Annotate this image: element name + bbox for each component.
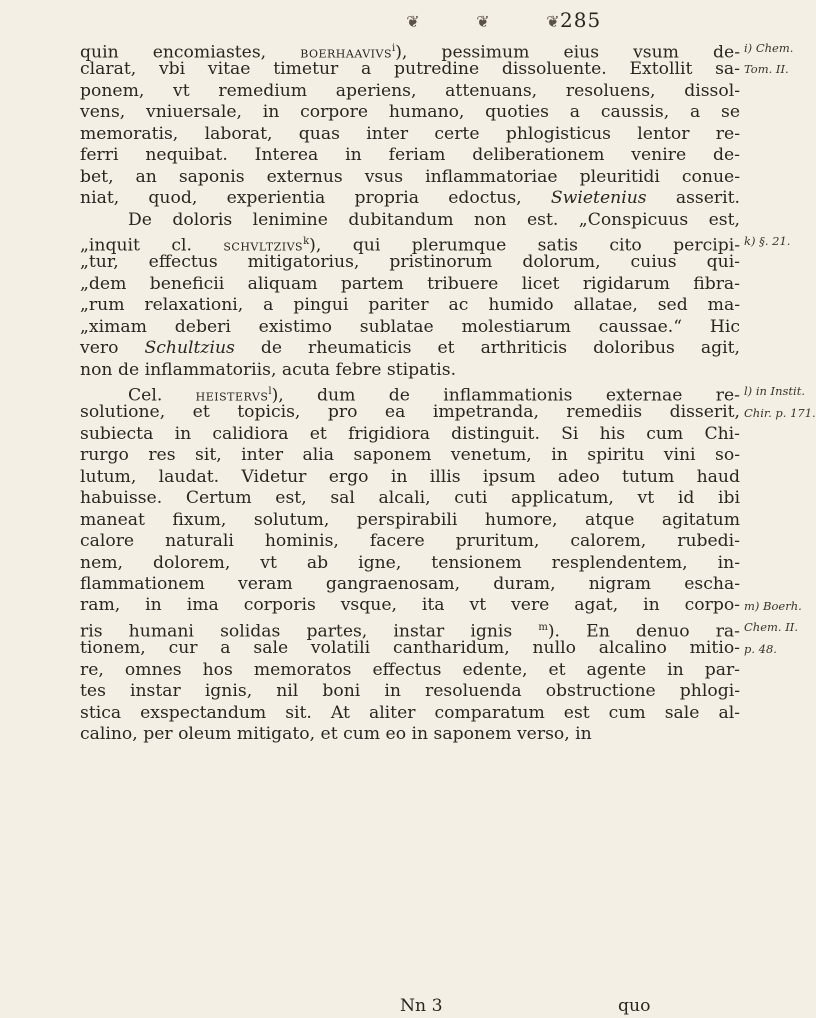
text-run: clarat, vbi vitae timetur a putredine dissoluente. Extollit sa- bbox=[80, 59, 740, 80]
text-run: habuisse. Certum est, sal alcali, cuti applicatum, vt id ibi bbox=[80, 488, 740, 509]
text-run: asserit. bbox=[646, 188, 741, 209]
text-run: niat, quod, experientia propria edoctus, bbox=[80, 188, 551, 209]
text-run: vens, vniuersale, in corpore humano, quoties a caussis, a se bbox=[80, 102, 740, 123]
text-line bbox=[80, 210, 740, 231]
text-run: ferri nequibat. Interea in feriam deliberationem venire de- bbox=[80, 145, 740, 166]
text-line bbox=[80, 231, 740, 256]
margin-note: Tom. II. bbox=[744, 62, 789, 77]
text-run: ), qui plerumque satis cito percipi- bbox=[309, 235, 740, 256]
text-run: tionem, cur a sale volatili cantharidum, nullo alcalino mitio- bbox=[80, 638, 740, 659]
text-line bbox=[80, 617, 740, 642]
margin-note: Chem. II. bbox=[744, 620, 798, 635]
text-run: lutum, laudat. Videtur ergo in illis ipsum adeo tutum haud bbox=[80, 466, 740, 487]
text-run: quin encomiastes, bbox=[80, 42, 301, 63]
margin-note: m) Boerh. bbox=[744, 598, 802, 613]
text-line bbox=[80, 188, 740, 209]
text-line bbox=[80, 638, 740, 659]
text-run: flammationem veram gangraenosam, duram, nigram escha- bbox=[80, 573, 740, 594]
text-run: „inquit cl. bbox=[80, 235, 224, 256]
footnote-marker: l bbox=[268, 386, 272, 397]
text-run: De doloris lenimine dubitandum non est. „Conspicuus est, bbox=[128, 209, 740, 230]
fleuron-icon: ❦ bbox=[546, 12, 560, 31]
text-run: rurgo res sit, inter alia saponem venetum, in spiritu vini so- bbox=[80, 445, 740, 466]
text-line bbox=[80, 467, 740, 488]
fleuron-icon: ❦ bbox=[476, 12, 490, 31]
text-run: tes instar ignis, nil boni in resoluenda obstructione phlogi- bbox=[80, 681, 740, 702]
margin-note: k) §. 21. bbox=[744, 234, 791, 249]
text-line bbox=[80, 381, 740, 406]
text-run: re, omnes hos memoratos effectus edente, et agente in par- bbox=[80, 659, 740, 680]
signature-mark: Nn 3 bbox=[400, 996, 443, 1016]
author-name: heistervs bbox=[195, 386, 269, 405]
text-run: de rheumaticis et arthriticis doloribus agit, bbox=[234, 338, 740, 359]
text-run: ), dum de inflammationis externae re- bbox=[271, 385, 740, 406]
footnote-marker: i bbox=[392, 43, 396, 54]
text-line bbox=[80, 510, 740, 531]
header-ornaments bbox=[400, 12, 566, 32]
text-line bbox=[80, 488, 740, 509]
text-line bbox=[80, 703, 740, 724]
text-line bbox=[80, 360, 740, 381]
text-run: subiecta in calidiora et frigidiora distinguit. Si his cum Chi- bbox=[80, 423, 740, 444]
text-line bbox=[80, 445, 740, 466]
text-line bbox=[80, 167, 740, 188]
text-line bbox=[80, 402, 740, 423]
text-run: non de inflammatoriis, acuta febre stipatis. bbox=[80, 359, 457, 380]
page-number: 285 bbox=[560, 8, 602, 32]
author-name: boerhaavivs bbox=[300, 43, 393, 62]
italic-name: Swietenius bbox=[550, 188, 647, 209]
text-run: „dem beneficii aliquam partem tribuere licet rigidarum fibra- bbox=[80, 273, 740, 294]
text-run: „tur, effectus mitigatorius, pristinorum dolorum, cuius qui- bbox=[80, 252, 740, 273]
text-line bbox=[80, 295, 740, 316]
text-line bbox=[80, 660, 740, 681]
text-line bbox=[80, 531, 740, 552]
italic-name: Schultzius bbox=[144, 338, 235, 359]
margin-note: p. 48. bbox=[744, 641, 777, 656]
text-run: ponem, vt remedium aperiens, attenuans, resoluens, dissol- bbox=[80, 80, 740, 101]
footnote-marker: k bbox=[303, 235, 310, 247]
margin-note: l) in Instit. bbox=[744, 384, 805, 399]
main-text-block bbox=[80, 38, 740, 745]
footnote-marker: m bbox=[538, 621, 548, 633]
text-run: „ximam deberi existimo sublatae molestiarum caussae.“ Hic bbox=[80, 316, 740, 337]
margin-note: Chir. p. 171. bbox=[744, 405, 816, 420]
text-line bbox=[80, 81, 740, 102]
text-line bbox=[80, 724, 740, 745]
catchword: quo bbox=[618, 996, 651, 1016]
text-line bbox=[80, 102, 740, 123]
text-line bbox=[80, 424, 740, 445]
text-run: stica exspectandum sit. At aliter comparatum est cum sale al- bbox=[80, 702, 740, 723]
text-line bbox=[80, 338, 740, 359]
text-line bbox=[80, 252, 740, 273]
text-line bbox=[80, 59, 740, 80]
text-run: ), pessimum eius vsum de- bbox=[395, 42, 740, 63]
text-run: nem, dolorem, vt ab igne, tensionem resplendentem, in- bbox=[80, 552, 740, 573]
text-run: „rum relaxationi, a pingui pariter ac humido allatae, sed ma- bbox=[80, 295, 740, 316]
text-line bbox=[80, 274, 740, 295]
text-run: ). En denuo ra- bbox=[547, 621, 740, 642]
text-run: calino, per oleum mitigato, et cum eo in saponem verso, in bbox=[80, 724, 592, 744]
text-line bbox=[80, 317, 740, 338]
margin-note: i) Chem. bbox=[744, 41, 794, 55]
text-run: memoratis, laborat, quas inter certe phlogisticus lentor re- bbox=[80, 123, 740, 144]
text-run: bet, an saponis externus vsus inflammatoriae pleuritidi conue- bbox=[80, 166, 740, 187]
fleuron-icon: ❦ bbox=[406, 12, 420, 31]
text-line bbox=[80, 124, 740, 145]
text-run: ram, in ima corporis vsque, ita vt vere agat, in corpo- bbox=[80, 595, 740, 616]
text-line bbox=[80, 38, 740, 63]
text-run: vero bbox=[80, 338, 145, 359]
text-line bbox=[80, 574, 740, 595]
text-run: solutione, et topicis, pro ea impetranda, remediis disserit, bbox=[80, 402, 740, 423]
text-run: calore naturali hominis, facere pruritum, calorem, rubedi- bbox=[80, 531, 740, 552]
text-line bbox=[80, 145, 740, 166]
author-name: schvltzivs bbox=[223, 236, 304, 255]
text-line bbox=[80, 595, 740, 616]
text-run: ris humani solidas partes, instar ignis bbox=[80, 621, 539, 642]
text-run: Cel. bbox=[128, 385, 196, 406]
text-line bbox=[80, 553, 740, 574]
text-line bbox=[80, 681, 740, 702]
text-run: maneat fixum, solutum, perspirabili humore, atque agitatum bbox=[80, 509, 740, 530]
